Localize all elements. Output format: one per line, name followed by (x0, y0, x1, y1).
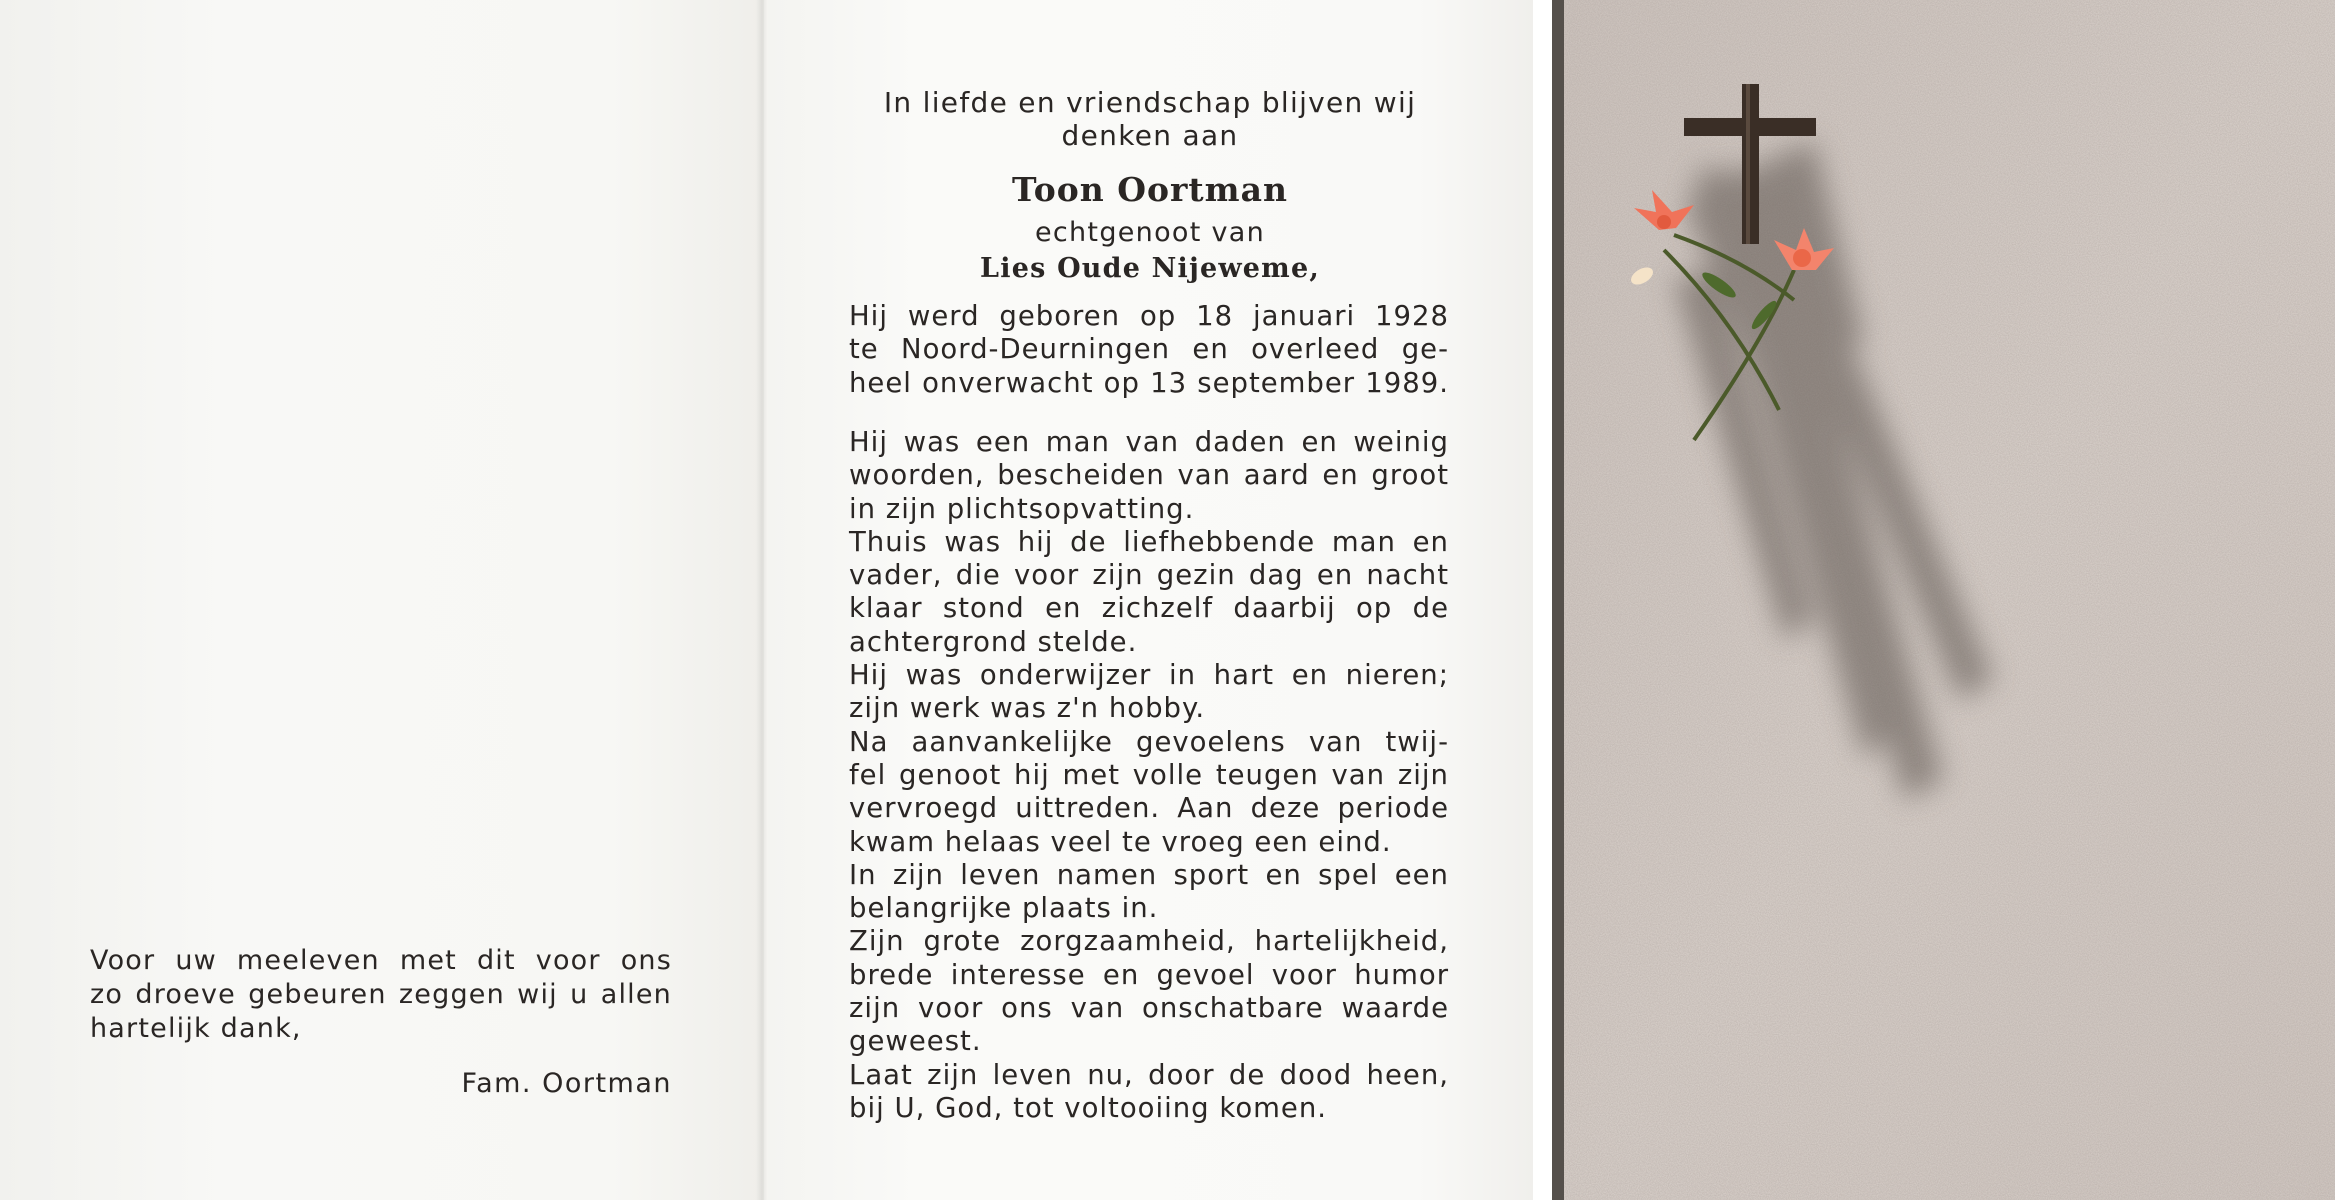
text-line: in zijn plichtsopvatting. (849, 492, 1195, 525)
text-line: brede interesse en gevoel voor humor (849, 958, 1449, 991)
intro-line-2: denken aan (1061, 119, 1239, 152)
text-line: kwam helaas veel te vroeg een eind. (849, 825, 1392, 858)
text-line: Laat zijn leven nu, door de dood heen, (849, 1058, 1449, 1091)
text-line: te Noord-Deurningen en overleed ge- (849, 333, 1449, 366)
text-line: Na aanvankelijke gevoelens van twij- (849, 725, 1449, 758)
text-line: achtergrond stelde. (849, 625, 1138, 658)
intro-line-1: In liefde en vriendschap blijven wij (883, 86, 1417, 119)
text-line: klaar stond en zichzelf daarbij op de (849, 592, 1449, 625)
text-line: Hij was onderwijzer in hart en nieren; (849, 659, 1449, 692)
thanks-line: zo droeve gebeuren zeggen wij u allen (90, 979, 672, 1010)
text-line: fel genoot hij met volle teugen van zijn (849, 758, 1449, 791)
thanks-line: hartelijk dank, (90, 1013, 302, 1044)
text-line: zijn voor ons van onschatbare waarde (849, 992, 1449, 1025)
memorial-photo (1564, 0, 2335, 1200)
text-line: heel onverwacht op 13 september 1989. (849, 366, 1449, 399)
thanks-message (90, 944, 672, 1046)
thanks-line: Voor uw meeleven met dit voor ons (90, 945, 672, 976)
text-line: vader, die voor zijn gezin dag en nacht (849, 559, 1449, 592)
text-line: Zijn grote zorgzaamheid, hartelijkheid, (849, 925, 1449, 958)
intro-heading (850, 86, 1450, 152)
text-line: Hij werd geboren op 18 januari 1928 (849, 300, 1449, 332)
text-line: zijn werk was z'n hobby. (849, 692, 1206, 725)
birth-paragraph (849, 300, 1449, 400)
text-line: vervroegd uittreden. Aan deze periode (849, 792, 1449, 825)
text-line: In zijn leven namen sport en spel een (849, 858, 1449, 891)
text-line: Hij was een man van daden en weinig (849, 426, 1449, 458)
deceased-name: Toon Oortman (1012, 170, 1288, 209)
family-signature: Fam. Oortman (461, 1068, 672, 1099)
spouse-label: echtgenoot van (1034, 217, 1266, 248)
photo-edge (1552, 0, 1564, 1200)
text-line: woorden, bescheiden van aard en groot (849, 459, 1449, 492)
text-line: Thuis was hij de liefhebbende man en (849, 525, 1449, 558)
text-line: bij U, God, tot voltooiing komen. (849, 1091, 1328, 1124)
spouse-name: Lies Oude Nijeweme, (980, 253, 1320, 284)
fold-crease (756, 0, 768, 1200)
tribute-paragraph (849, 426, 1449, 1125)
text-line: geweest. (849, 1025, 982, 1058)
text-line: belangrijke plaats in. (849, 892, 1159, 925)
